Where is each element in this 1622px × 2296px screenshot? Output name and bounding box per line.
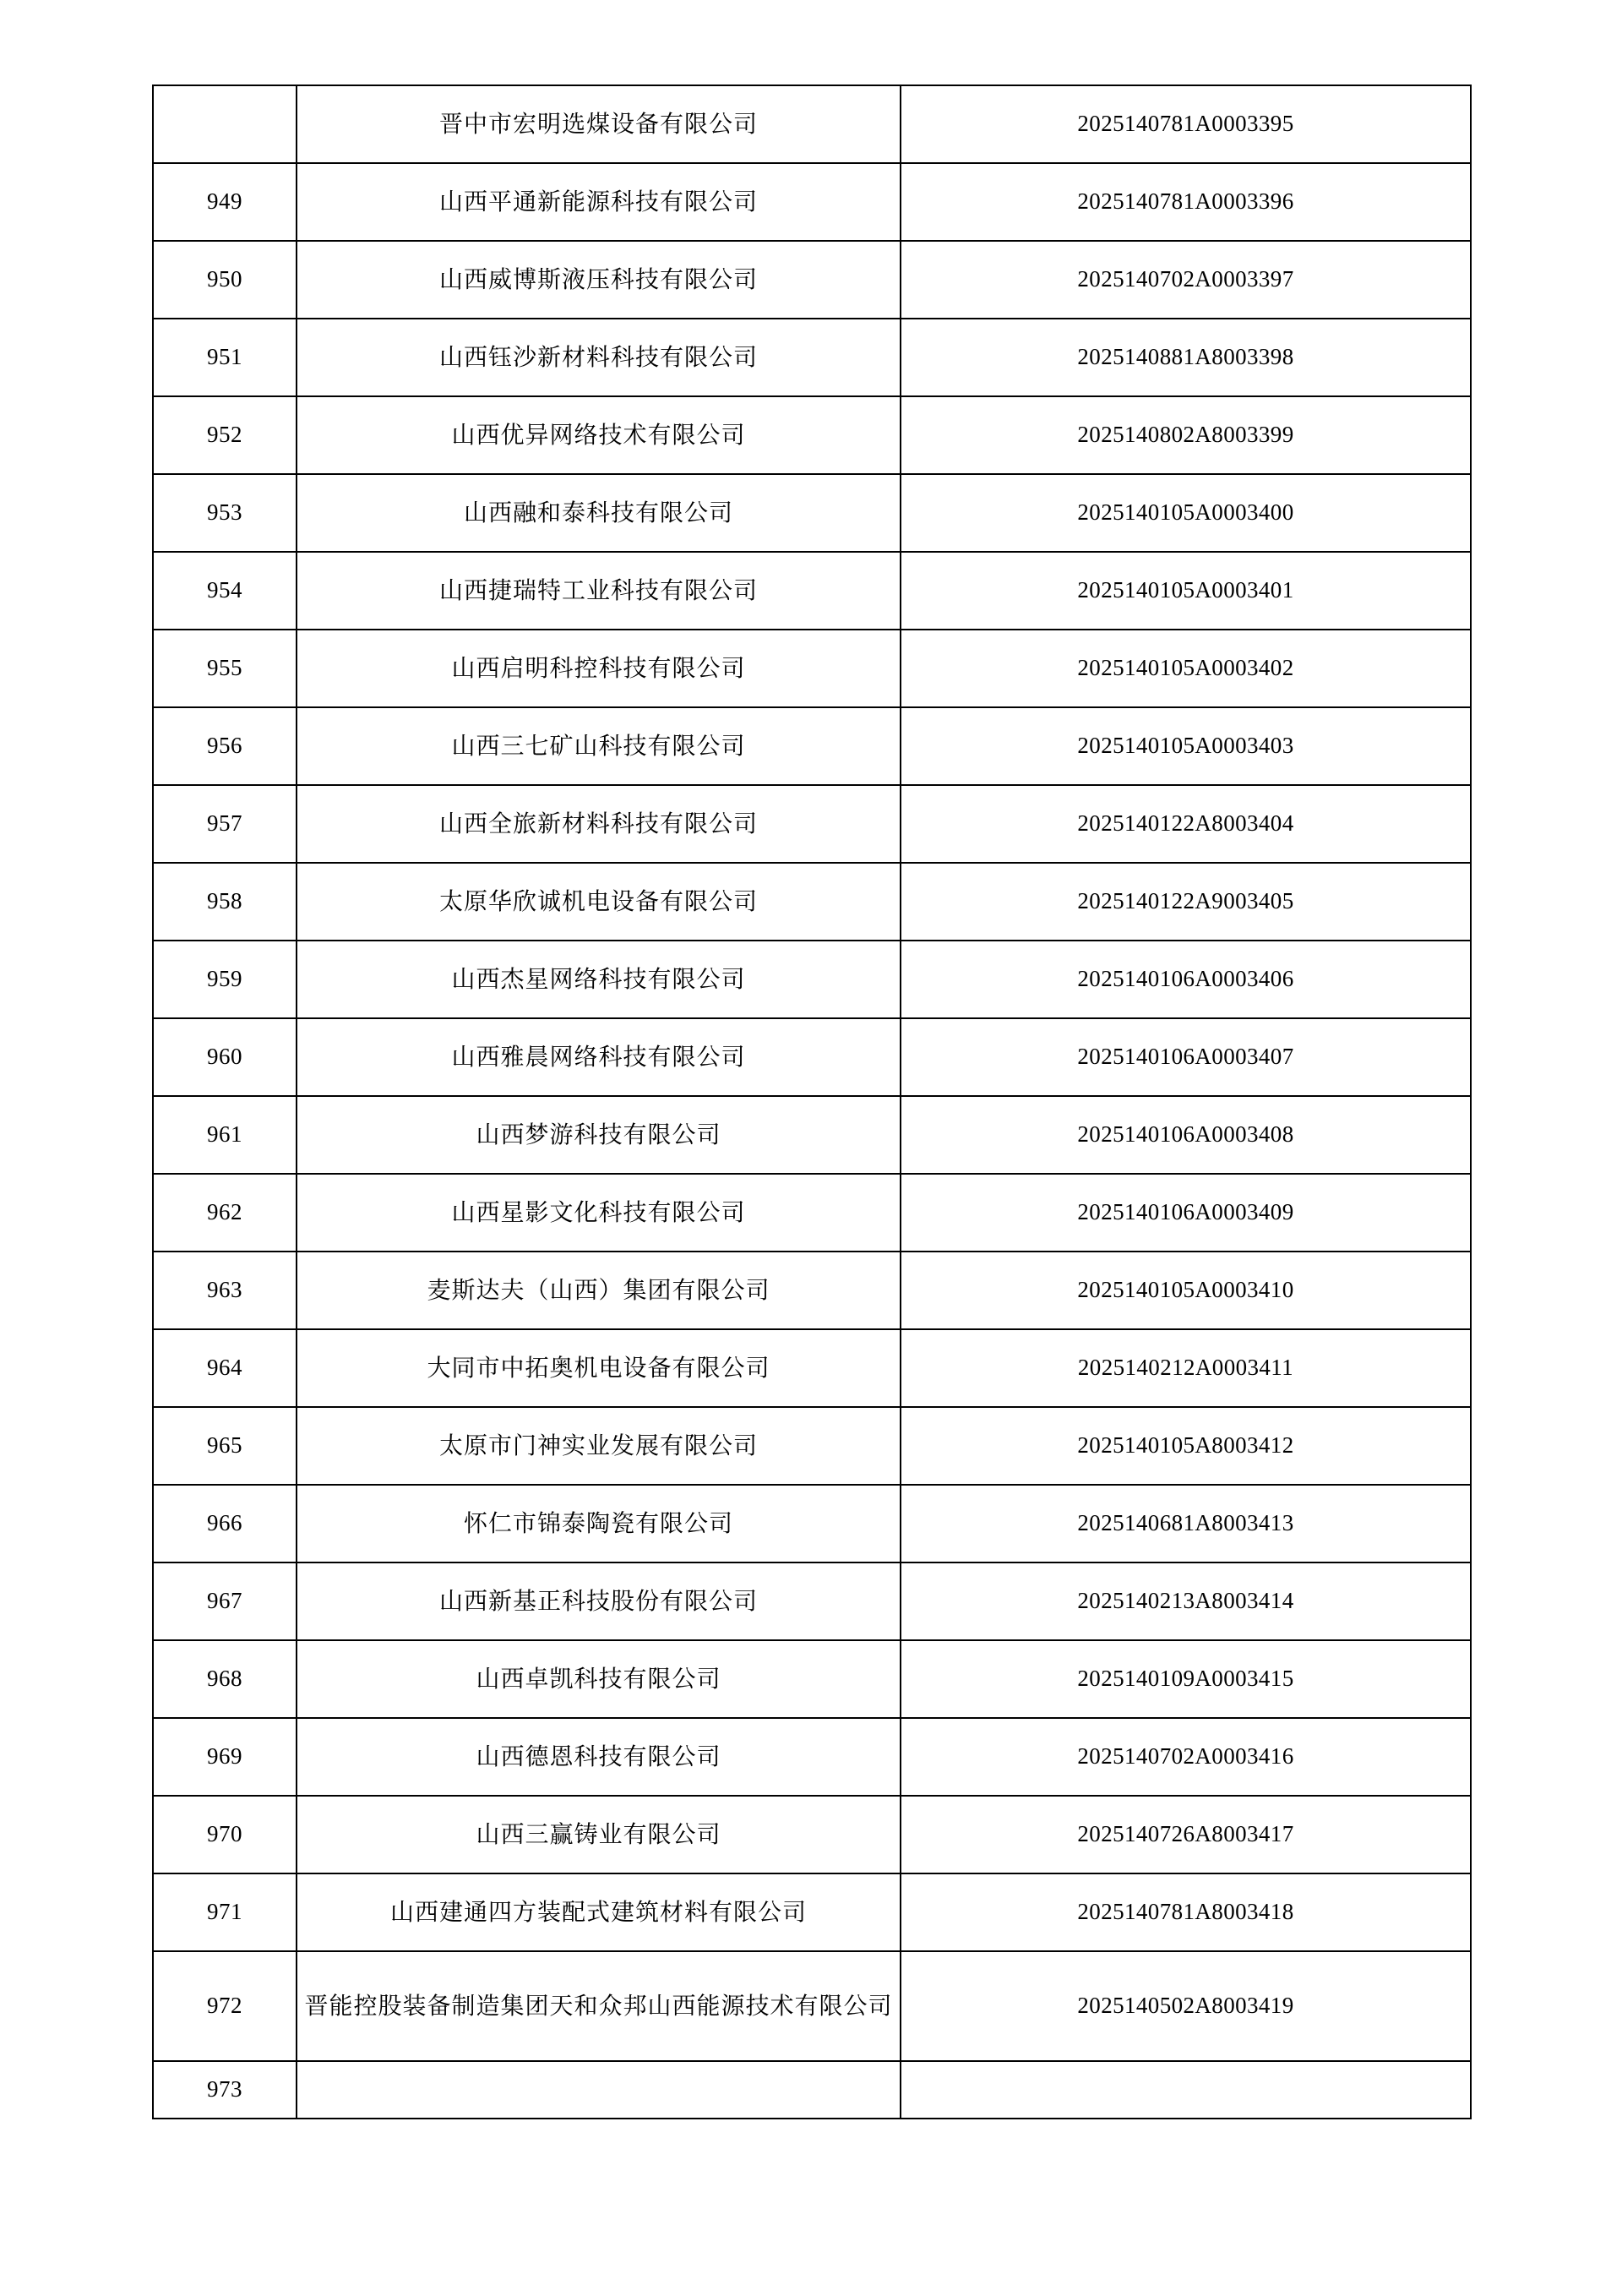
- enterprise-name-cell: 山西三赢铸业有限公司: [297, 1796, 901, 1873]
- table-row: [153, 1329, 1471, 1407]
- registration-code-cell: 2025140106A0003409: [901, 1174, 1471, 1252]
- table-row: [153, 1873, 1471, 1951]
- table-row: [153, 941, 1471, 1018]
- table-row: [153, 1252, 1471, 1329]
- table-row: [153, 1718, 1471, 1796]
- row-index-cell: 968: [153, 1640, 297, 1718]
- registration-code-cell: 2025140122A8003404: [901, 785, 1471, 863]
- enterprise-name-cell: 山西启明科控科技有限公司: [297, 630, 901, 707]
- table-row: [153, 1018, 1471, 1096]
- row-index-cell: 967: [153, 1562, 297, 1640]
- row-index-cell: 959: [153, 941, 297, 1018]
- enterprise-name-cell: 山西德恩科技有限公司: [297, 1718, 901, 1796]
- enterprise-name-cell: 山西优异网络技术有限公司: [297, 396, 901, 474]
- registration-code-cell: 2025140802A8003399: [901, 396, 1471, 474]
- table-row: [153, 1407, 1471, 1485]
- enterprise-name-cell: 山西全旅新材料科技有限公司: [297, 785, 901, 863]
- table-row: [153, 630, 1471, 707]
- table-row: [153, 552, 1471, 630]
- row-index-cell: 962: [153, 1174, 297, 1252]
- enterprise-name-cell: 山西三七矿山科技有限公司: [297, 707, 901, 785]
- enterprise-name-cell: 山西钰沙新材料科技有限公司: [297, 319, 901, 396]
- registration-code-cell: 2025140681A8003413: [901, 1485, 1471, 1562]
- enterprise-name-cell: 怀仁市锦泰陶瓷有限公司: [297, 1485, 901, 1562]
- row-index-cell: 973: [153, 2061, 297, 2119]
- row-index-cell: 954: [153, 552, 297, 630]
- table-row: [153, 1796, 1471, 1873]
- row-index-cell: 961: [153, 1096, 297, 1174]
- registration-code-cell: 2025140726A8003417: [901, 1796, 1471, 1873]
- row-index-cell: 964: [153, 1329, 297, 1407]
- registration-code-cell: 2025140781A0003396: [901, 163, 1471, 241]
- enterprise-name-cell: 山西杰星网络科技有限公司: [297, 941, 901, 1018]
- enterprise-name-cell: 山西捷瑞特工业科技有限公司: [297, 552, 901, 630]
- registration-code-cell: 2025140502A8003419: [901, 1951, 1471, 2061]
- table-row: [153, 474, 1471, 552]
- table-row: [153, 1174, 1471, 1252]
- table-row: [153, 241, 1471, 319]
- table-row: [153, 163, 1471, 241]
- table-row: [153, 863, 1471, 941]
- registration-code-cell: 2025140106A0003407: [901, 1018, 1471, 1096]
- table-row: [153, 1562, 1471, 1640]
- row-index-cell: 971: [153, 1873, 297, 1951]
- enterprise-name-cell: 山西雅晨网络科技有限公司: [297, 1018, 901, 1096]
- table-row: [153, 1951, 1471, 2061]
- row-index-cell: 957: [153, 785, 297, 863]
- registration-code-cell: 2025140105A0003403: [901, 707, 1471, 785]
- enterprise-name-cell: 麦斯达夫（山西）集团有限公司: [297, 1252, 901, 1329]
- table-row: [153, 707, 1471, 785]
- row-index-cell: 960: [153, 1018, 297, 1096]
- row-index-cell: 952: [153, 396, 297, 474]
- table-row: [153, 396, 1471, 474]
- registration-code-cell: 2025140106A0003408: [901, 1096, 1471, 1174]
- row-index-cell: 955: [153, 630, 297, 707]
- row-index-cell: 966: [153, 1485, 297, 1562]
- registration-code-cell: 2025140109A0003415: [901, 1640, 1471, 1718]
- row-index-cell: 956: [153, 707, 297, 785]
- enterprise-name-cell: 晋中市宏明选煤设备有限公司: [297, 85, 901, 163]
- registration-code-cell: 2025140122A9003405: [901, 863, 1471, 941]
- enterprise-name-cell: [297, 2061, 901, 2119]
- registration-code-cell: 2025140105A0003402: [901, 630, 1471, 707]
- registration-code-cell: 2025140105A0003400: [901, 474, 1471, 552]
- enterprise-name-cell: 大同市中拓奥机电设备有限公司: [297, 1329, 901, 1407]
- row-index-cell: 951: [153, 319, 297, 396]
- registration-code-cell: 2025140881A8003398: [901, 319, 1471, 396]
- enterprise-name-cell: 太原市门神实业发展有限公司: [297, 1407, 901, 1485]
- registration-code-cell: 2025140105A0003401: [901, 552, 1471, 630]
- registration-code-cell: 2025140106A0003406: [901, 941, 1471, 1018]
- table-row: [153, 785, 1471, 863]
- enterprise-name-cell: 山西梦游科技有限公司: [297, 1096, 901, 1174]
- registration-code-cell: 2025140105A8003412: [901, 1407, 1471, 1485]
- enterprise-name-cell: 山西融和泰科技有限公司: [297, 474, 901, 552]
- table-row: [153, 1096, 1471, 1174]
- enterprise-name-cell: 太原华欣诚机电设备有限公司: [297, 863, 901, 941]
- row-index-cell: [153, 85, 297, 163]
- enterprise-name-cell: 山西平通新能源科技有限公司: [297, 163, 901, 241]
- enterprise-name-cell: 山西星影文化科技有限公司: [297, 1174, 901, 1252]
- row-index-cell: 969: [153, 1718, 297, 1796]
- row-index-cell: 953: [153, 474, 297, 552]
- registration-code-cell: 2025140781A8003418: [901, 1873, 1471, 1951]
- row-index-cell: 965: [153, 1407, 297, 1485]
- registration-code-cell: 2025140781A0003395: [901, 85, 1471, 163]
- row-index-cell: 950: [153, 241, 297, 319]
- table-row: [153, 2061, 1471, 2119]
- table-row: [153, 85, 1471, 163]
- enterprise-registration-table: [152, 85, 1472, 2119]
- row-index-cell: 963: [153, 1252, 297, 1329]
- registration-code-cell: 2025140702A0003416: [901, 1718, 1471, 1796]
- enterprise-name-cell: 晋能控股装备制造集团天和众邦山西能源技术有限公司: [297, 1951, 901, 2061]
- row-index-cell: 949: [153, 163, 297, 241]
- enterprise-name-cell: 山西卓凯科技有限公司: [297, 1640, 901, 1718]
- row-index-cell: 970: [153, 1796, 297, 1873]
- row-index-cell: 972: [153, 1951, 297, 2061]
- row-index-cell: 958: [153, 863, 297, 941]
- registration-code-cell: 2025140105A0003410: [901, 1252, 1471, 1329]
- registration-code-cell: [901, 2061, 1471, 2119]
- table-row: [153, 1640, 1471, 1718]
- table-body: [153, 85, 1471, 2119]
- registration-code-cell: 2025140702A0003397: [901, 241, 1471, 319]
- table-row: [153, 1485, 1471, 1562]
- enterprise-name-cell: 山西威博斯液压科技有限公司: [297, 241, 901, 319]
- registration-code-cell: 2025140213A8003414: [901, 1562, 1471, 1640]
- table-row: [153, 319, 1471, 396]
- enterprise-name-cell: 山西建通四方装配式建筑材料有限公司: [297, 1873, 901, 1951]
- enterprise-name-cell: 山西新基正科技股份有限公司: [297, 1562, 901, 1640]
- registration-code-cell: 2025140212A0003411: [901, 1329, 1471, 1407]
